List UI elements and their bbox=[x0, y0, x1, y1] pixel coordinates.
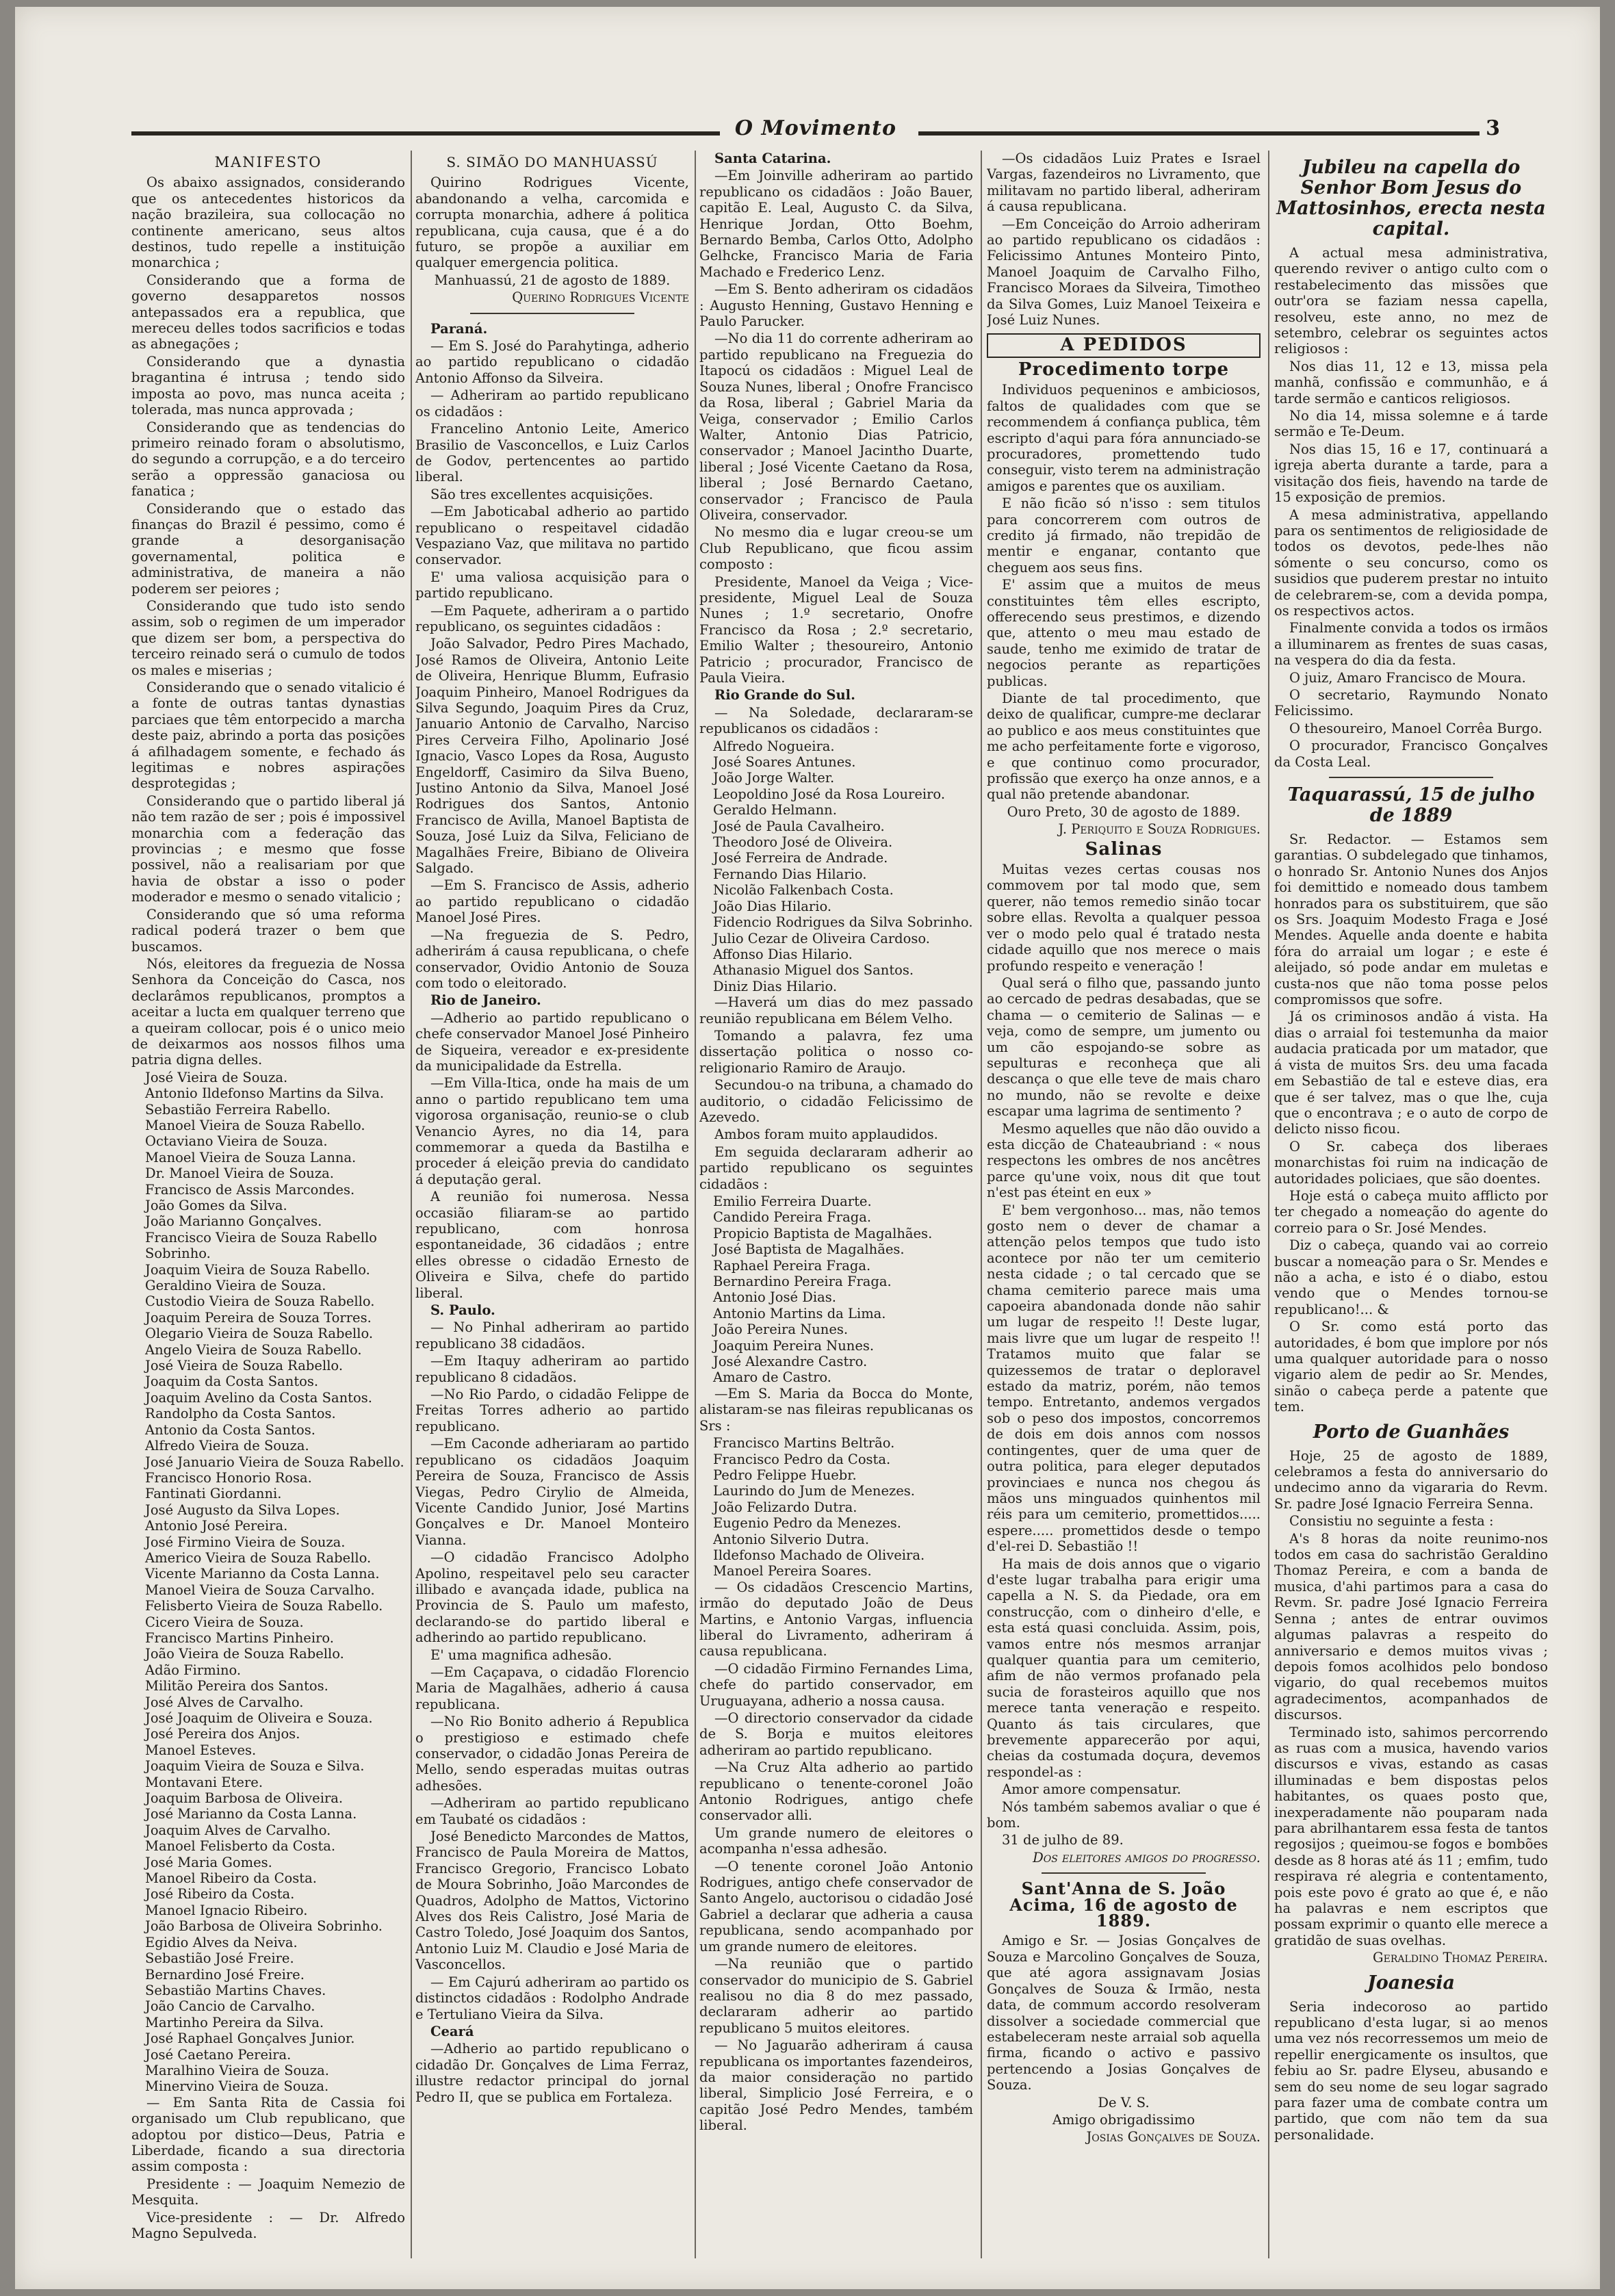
text-line: João Barbosa de Oliveira Sobrinho. bbox=[145, 1918, 383, 1935]
text-line: —O cidadão Firmino Fernandes Lima, chefe do partido conservador, em Uruguayana, adherio a nossa causa. bbox=[699, 1660, 973, 1709]
text-line: Theodoro José de Oliveira. bbox=[713, 834, 893, 851]
text-line: Um grande numero de eleitores o acompanha n'essa adhesão. bbox=[699, 1824, 973, 1857]
text-line: Ildefonso Machado de Oliveira. bbox=[713, 1547, 925, 1563]
text-line: Custodio Vieira de Souza Rabello. bbox=[145, 1293, 375, 1310]
text-line: Antonio José Pereira. bbox=[145, 1518, 288, 1534]
text-line: Joaquim Pereira Nunes. bbox=[713, 1337, 875, 1354]
letter-closing: Amigo obrigadissimo bbox=[1052, 2111, 1196, 2128]
text-line: Amor amore compensatur. bbox=[1002, 1781, 1181, 1798]
text-line: Egidio Alves da Neiva. bbox=[145, 1934, 298, 1950]
text-line: —No dia 11 do corrente adheriram ao partido republicano na Freguezia do Itapocú os cidadãos : Miguel Leal de Souza Nunes, liberal ; Onofre Francisco da Rosa, liberal ; Gabriel Maria da Veiga, conservador ; Emilio Carlos Walter, Antonio Dias Patricio, conservador ; Manoel Jacintho Duarte, liberal ; José Vicente Caetano da Rosa, liberal ; José Bernardo Caetano, conservador ; Francisco de Paula Oliveira, conservador. bbox=[699, 331, 973, 523]
officers-list bbox=[1274, 670, 1548, 770]
text-line: João Pereira Nunes. bbox=[713, 1321, 849, 1338]
column-3 bbox=[699, 151, 973, 2265]
text-line: Joaquim Barbosa de Oliveira. bbox=[145, 1790, 344, 1807]
text-line: José Maria Gomes. bbox=[145, 1854, 272, 1870]
text-line: José Caetano Pereira. bbox=[145, 2046, 292, 2063]
text-line: Alfredo Vieira de Souza. bbox=[145, 1438, 309, 1454]
text-line: Hoje está o cabeça muito afflicto por ter chegado a nomeação do agente do correio para o Sr. José Mendes. bbox=[1274, 1187, 1548, 1236]
text-line: Raphael Pereira Fraga. bbox=[713, 1257, 871, 1274]
text-line: —Em Itaquy adheriram ao partido republicano 8 cidadãos. bbox=[415, 1353, 689, 1385]
text-line: Geraldo Helmann. bbox=[713, 802, 837, 818]
text-line: O procurador, Francisco Gonçalves da Costa Leal. bbox=[1274, 738, 1548, 770]
text-line: Cicero Vieira de Souza. bbox=[145, 1614, 304, 1630]
article-signature: Querino Rodrigues Vicente bbox=[512, 289, 689, 306]
text-line: E' assim que a muitos de meus constituintes têm elles escripto, offerecendo seus prestimos, e dizendo que, attento o meu mau estado de saude, tenho me eximido de tratar de negocios perante as repartições publicas. bbox=[987, 577, 1261, 689]
section-heading: Jubileu na capella do Senhor Bom Jesus do Mattosinhos, erecta nesta capital. bbox=[1276, 157, 1546, 240]
text-line: Bernardino José Freire. bbox=[145, 1966, 305, 1983]
section-body bbox=[415, 1319, 689, 2022]
text-line: José Soares Antunes. bbox=[713, 754, 856, 771]
text-line: E' uma valiosa acquisição para o partido republicano. bbox=[415, 569, 689, 602]
section-body bbox=[1274, 245, 1548, 669]
section-body bbox=[699, 994, 973, 1192]
text-line: Joaquim Vieira de Souza Rabello. bbox=[145, 1261, 370, 1278]
section-body bbox=[1274, 1999, 1548, 2143]
text-line: Manoel Felisberto da Costa. bbox=[145, 1838, 336, 1855]
text-line: — No Pinhal adheriram ao partido republicano 38 cidadãos. bbox=[415, 1319, 689, 1352]
text-line: Nós também sabemos avaliar o que é bom. bbox=[987, 1798, 1261, 1831]
text-line: No dia 14, missa solemne e á tarde sermão e Te-Deum. bbox=[1274, 408, 1548, 440]
column-2 bbox=[415, 151, 689, 2265]
text-line: José Vieira de Souza. bbox=[145, 1069, 288, 1085]
section-body bbox=[987, 1933, 1261, 2093]
text-line: —Na reunião que o partido conservador do municipio de S. Gabriel realisou no dia 8 do mez passado, declararam adherir ao partido republicano 5 muitos eleitores. bbox=[699, 1956, 973, 2036]
text-line: José de Paula Cavalheiro. bbox=[713, 818, 885, 834]
text-line: Considerando que a forma de governo desapparetos nossos antepassados era a republica, que mereceu delles todos sacrificios e todas as abnegações ; bbox=[131, 272, 405, 352]
section-body bbox=[415, 338, 689, 991]
name-list bbox=[699, 1194, 973, 1386]
text-line: Felisberto Vieira de Souza Rabello. bbox=[145, 1598, 383, 1614]
text-line: Manoel Ribeiro da Costa. bbox=[145, 1870, 317, 1887]
text-line: Alfredo Nogueira. bbox=[713, 738, 835, 754]
text-line: Militão Pereira dos Santos. bbox=[145, 1678, 328, 1694]
text-line: José Alves de Carvalho. bbox=[145, 1694, 304, 1710]
section-body bbox=[415, 1010, 689, 1301]
text-line: Americo Vieira de Souza Rabello. bbox=[145, 1549, 372, 1566]
section-body bbox=[699, 1386, 973, 1434]
text-line: Qual será o filho que, passando junto ao cercado de pedras desabadas, que se chama — o cemiterio de Salinas — e veja, como de sempre, um jumento ou um cão espojando-se sobre as sepulturas e reconheça que ali descança o que elle teve de mais charo no mundo, não se revolte e deixe escapar uma lagrima de sentimento ? bbox=[987, 975, 1261, 1120]
text-line: Francisco Martins Pinheiro. bbox=[145, 1629, 334, 1646]
text-line: Antonio Ildefonso Martins da Silva. bbox=[145, 1085, 385, 1102]
text-line: Octaviano Vieira de Souza. bbox=[145, 1133, 328, 1150]
text-line: Considerando que o estado das finanças do Brazil é pessimo, como é grande a desorganisação governamental, politica e administrativa, de maneira a não poderem ser peiores ; bbox=[131, 500, 405, 597]
text-line: Francisco de Assis Marcondes. bbox=[145, 1181, 355, 1198]
section-heading: S. Paulo. bbox=[430, 1302, 495, 1319]
page-number: 3 bbox=[1486, 116, 1500, 140]
text-line: Athanasio Miguel dos Santos. bbox=[713, 962, 914, 979]
text-line: Laurindo do Jum de Menezes. bbox=[713, 1483, 916, 1499]
text-line: José Augusto da Silva Lopes. bbox=[145, 1501, 340, 1518]
text-line: Angelo Vieira de Souza Rabello. bbox=[145, 1341, 362, 1358]
text-line: —Em Caçapava, o cidadão Florencio Maria de Magalhães, adherio á causa republicana. bbox=[415, 1664, 689, 1712]
text-line: José Benedicto Marcondes de Mattos, Francisco de Paula Moreira de Mattos, Francisco Gregorio, Francisco Lobato de Moura Sobrinho, João Marcondes de Quadros, Adolpho de Mattos, Victorino Alves dos Reis Calistro, José Maria de Castro Toledo, José Joaquim dos Santos, Antonio Luiz M. Claudio e José Maria de Vasconcellos. bbox=[415, 1829, 689, 1973]
text-line: Manoel Pereira Soares. bbox=[713, 1563, 872, 1579]
section-heading: Sant'Anna de S. João Acima, 16 de agosto de 1889. bbox=[1009, 1879, 1238, 1931]
text-line: Joaquim Avelino da Costa Santos. bbox=[145, 1389, 372, 1406]
section-heading: Salinas bbox=[1085, 838, 1163, 860]
text-line: Fantinati Giordanni. bbox=[145, 1486, 282, 1502]
text-line: Diz o cabeça, quando vai ao correio buscar a nomeação para o Sr. Mendes e não a acha, e isto é o diabo, estou vendo que o Mendes tornou-se republicano!... & bbox=[1274, 1237, 1548, 1317]
text-line: —O tenente coronel João Antonio Rodrigues, antigo chefe conservador de Santo Angelo, auctorisou o cidadão José Gabriel a declarar que adheria a causa republicana, sendo acompanhado por um grande numero de eleitores. bbox=[699, 1858, 973, 1955]
text-line: —Em S. Francisco de Assis, adherio ao partido republicano o cidadão Manoel José Pires. bbox=[415, 877, 689, 926]
text-line: Considerando que a dynastia bragantina é intrusa ; tendo sido imposta ao povo, mas nunca aceita ; tolerada, mas nunca approvada ; bbox=[131, 353, 405, 418]
text-line: —Adheriram ao partido republicano em Taubaté os cidadãos : bbox=[415, 1795, 689, 1827]
text-line: Olegario Vieira de Souza Rabello. bbox=[145, 1326, 374, 1342]
text-line: Sr. Redactor. — Estamos sem garantias. O subdelegado que tinhamos, o honrado Sr. Antonio Nunes dos Anjos foi demittido e nomeado dous tambem honrados para os substituirem, que são os Srs. Joaquim Modesto Fraga e José Mendes. Aquelle anda doente e habita fóra do arraial um logar ; e este é aleijado, só pode andar em muletas e custa-nos que não toma posse pelos compromissos que sofre. bbox=[1274, 831, 1548, 1008]
text-line: —Em Jaboticabal adherio ao partido republicano o respeitavel cidadão Vespaziano Vaz, que militava no partido conservador. bbox=[415, 504, 689, 568]
text-line: Considerando que o partido liberal já não tem razão de ser ; pois é impossivel monarchia com a federação das provincias ; e mesmo que fosse possivel, não a realisariam por que havia de obstar a isso o poder moderador e mesmo o senado vitalicio ; bbox=[131, 792, 405, 905]
text-line: Eugenio Pedro da Menezes. bbox=[713, 1515, 902, 1532]
column-4 bbox=[987, 151, 1261, 2265]
text-line: — Em S. José do Parahytinga, adherio ao partido republicano o cidadão Antonio Affonso da Silveira. bbox=[415, 338, 689, 386]
text-line: —Em Caconde adheriaram ao partido republicano os cidadãos Joaquim Pereira de Souza, Francisco de Assis Viegas, Pedro Cirylio de Almeida, Vicente Candido Junior, José Martins Gonçalves e Dr. Manoel Monteiro Vianna. bbox=[415, 1436, 689, 1548]
newspaper-title: O Movimento bbox=[734, 116, 897, 140]
text-line: O secretario, Raymundo Nonato Felicissimo. bbox=[1274, 686, 1548, 719]
text-line: Geraldino Vieira de Souza. bbox=[145, 1278, 326, 1294]
text-line: Leopoldino José da Rosa Loureiro. bbox=[713, 786, 946, 802]
text-line: —Em S. Bento adheriram os cidadãos : Augusto Henning, Gustavo Henning e Paulo Parucker. bbox=[699, 281, 973, 330]
text-line: Antonio Silverio Dutra. bbox=[713, 1531, 870, 1547]
section-body bbox=[987, 862, 1261, 1831]
text-line: Montavani Etere. bbox=[145, 1774, 263, 1790]
section-body bbox=[987, 151, 1261, 328]
text-line: Manoel Vieira de Souza Carvalho. bbox=[145, 1582, 375, 1598]
section-heading: Ceará bbox=[430, 2023, 474, 2039]
text-line: José Firmino Vieira de Souza. bbox=[145, 1534, 346, 1550]
text-line: Manoel Ignacio Ribeiro. bbox=[145, 1902, 308, 1918]
club-officers bbox=[131, 2176, 405, 2242]
text-line: — Em Cajurú adheriram ao partido os distinctos cidadãos : Rodolpho Andrade e Tertuliano Vieira da Silva. bbox=[415, 1974, 689, 2022]
section-heading: Joanesia bbox=[1367, 1972, 1456, 1994]
text-line: João Jorge Walter. bbox=[713, 770, 835, 786]
club-announcement: — Em Santa Rita de Cassia foi organisado um Club republicano, que adoptou por distico—Deus, Patria e Liberdade, ficando a sua directoria assim composta : bbox=[131, 2094, 405, 2175]
text-line: Terminado isto, sahimos percorrendo as ruas com a musica, havendo varios discursos e vivas, estando as casas illuminadas e bem dispostas pelos habitantes, os quaes posto que, inexperadamente não pouparam nada para abrilhantarem essa festa de tantos regosijos ; queimou-se fogos e bombões desde as 8 horas até ás 11 ; emfim, tudo respirava ré alegria e contentamento, pois este povo é grato ao que é, e não ha palavras e nem escriptos que possam exprimir o quanto elle merece a gratidão de suas ovelhas. bbox=[1274, 1724, 1548, 1948]
text-line: Antonio Martins da Lima. bbox=[713, 1305, 886, 1321]
text-line: A reunião foi numerosa. Nessa occasião filiaram-se ao partido republicano, com honrosa espontaneidade, 36 cidadãos ; entre elles obresse o cidadão Ernesto de Oliveira e Silva, chefe do partido liberal. bbox=[415, 1189, 689, 1301]
text-line: —Em Conceição do Arroio adheriram ao partido republicano os cidadãos : Felicissimo Antunes Monteiro Pinto, Manoel Joaquim de Carvalho Filho, Francisco Moraes da Silveira, Timotheo da Silva Gomes, Luiz Manoel Teixeira e José Luiz Nunes. bbox=[987, 216, 1261, 328]
text-line: Considerando que tudo isto sendo assim, sob o regimen de um imperador que dizem ser bom, a perspectiva do terceiro reinado será o cumulo de todos os males e miserias ; bbox=[131, 597, 405, 678]
text-line: Finalmente convida a todos os irmãos a illuminarem as frentes de suas casas, na vespera do dia da festa. bbox=[1274, 620, 1548, 669]
text-line: Pedro Felippe Huebr. bbox=[713, 1467, 857, 1483]
name-list bbox=[699, 738, 973, 995]
article-paragraph: Quirino Rodrigues Vicente, abandonando a velha, carcomida e corrupta monarchia, adhere á politica republicana, cuja causa, que é a do futuro, se propõe a auxiliar em qualquer emergencia politica. bbox=[415, 175, 689, 271]
text-line: Sebastião Ferreira Rabello. bbox=[145, 1101, 331, 1118]
newspaper-page bbox=[15, 7, 1600, 2289]
text-line: —Em S. Maria da Bocca do Monte, alistaram-se nas fileiras republicanas os Srs : bbox=[699, 1385, 973, 1434]
text-line: João Gomes da Silva. bbox=[145, 1198, 287, 1213]
section-heading: Rio Grande do Sul. bbox=[714, 687, 855, 704]
text-line: Minervino Vieira de Souza. bbox=[145, 2078, 329, 2095]
text-line: Nos dias 15, 16 e 17, continuará a igreja aberta durante a tarde, para a visitação dos fieis, havendo na tarde de 15 exposição de premios. bbox=[1274, 441, 1548, 506]
text-line: Francisco Vieira de Souza Rabello Sobrinho. bbox=[145, 1229, 377, 1262]
text-line: Affonso Dias Hilario. bbox=[713, 946, 853, 962]
text-line: João Felizardo Dutra. bbox=[713, 1499, 857, 1515]
text-line: Fidencio Rodrigues da Silva Sobrinho. bbox=[713, 914, 973, 931]
text-line: Considerando que o senado vitalicio é a fonte de outras tantas dynastias parciaes que têm entorpecido a marcha deste paiz, abrindo a porta das posições á afilhadagem somente, e fechado ás legitimas e nobres aspirações desprotegidas ; bbox=[131, 680, 405, 792]
text-line: A mesa administrativa, appellando para os sentimentos de religiosidade de todos os devotos, pede-lhes não sómente o seu concurso, como os susidios que puderem prestar no intuito de celebrarem-se, com a devida pompa, os respectivos actos. bbox=[1274, 506, 1548, 619]
text-line: José Alexandre Castro. bbox=[713, 1354, 868, 1370]
name-list bbox=[699, 1435, 973, 1579]
text-line: —Em Joinville adheriram ao partido republicano os cidadãos : João Bauer, capitão E. Leal, Augusto C. da Silva, Henrique Jordan, Otto Boehm, Bernardo Bemba, Carlos Otto, Adolpho Gelhcke, Francisco Maria de Faria Machado e Frederico Lenz. bbox=[699, 168, 973, 280]
text-line: Manoel Vieira de Souza Lanna. bbox=[145, 1149, 357, 1165]
text-line: João Cancio de Carvalho. bbox=[145, 1998, 315, 2015]
text-line: E' uma magnifica adhesão. bbox=[430, 1647, 612, 1663]
text-line: José Pereira dos Anjos. bbox=[145, 1726, 300, 1742]
section-heading: Paraná. bbox=[430, 320, 488, 337]
text-line: Tomando a palavra, fez uma dissertação politica o nosso co-religionario Ramiro de Araujo. bbox=[699, 1027, 973, 1076]
text-line: José Marianno da Costa Lanna. bbox=[145, 1806, 357, 1822]
text-line: João Vieira de Souza Rabello. bbox=[145, 1646, 344, 1662]
text-line: Considerando que as tendencias do primeiro reinado foram o absolutismo, do segundo a corrupção, e a do terceiro serão a oppressão ganaciosa ou fanatica ; bbox=[131, 419, 405, 500]
text-line: Sebastião Martins Chaves. bbox=[145, 1982, 326, 1998]
text-line: José Ferreira de Andrade. bbox=[713, 850, 888, 866]
text-line: Francisco Pedro da Costa. bbox=[713, 1451, 891, 1467]
text-line: E' bem vergonhoso... mas, não temos gosto nem o dever de chamar a attenção pelos tempos que tudo isto acontece por não ter um cemiterio nesta cidade ; o tal cercado que se chama cemiterio parece mais uma capoeira abandonada donde não sahir um lugar de respeito !! Deste lugar, mais livre que um lugar de respeito !! Tratamos muito que falar se quizessemos de tratar o deploravel estado da matriz, porém, não temos tempo. Entretanto, andemos vergados sob o peso dos impostos, concorremos de dois em dois annos com nossos contingentes, quer de uma quer de outra politica, para eleger deputados provinciaes e nunca nos chegou ás mãos uns minguados quinhentos mil réis para um cemiterio, promettidos..... espere..... promettidos desde o tempo d'el-rei D. Sebastião !! bbox=[987, 1202, 1261, 1555]
text-line: Mesmo aquelles que não dão ouvido a esta dicção de Chateaubriand : « nous respectons les ombres de nos ancêtres parce qu'une voix, nous dit que tout n'est pas éteint en eux » bbox=[987, 1120, 1261, 1201]
text-line: Hoje, 25 de agosto de 1889, celebramos a festa do anniversario do undecimo anno da vigararia do Revm. Sr. padre José Ignacio Ferreira Senna. bbox=[1274, 1447, 1548, 1512]
text-line: Randolpho da Costa Santos. bbox=[145, 1406, 336, 1422]
column-1 bbox=[131, 151, 405, 2265]
page-header bbox=[131, 116, 1500, 144]
section-body bbox=[699, 1579, 973, 2134]
text-line: Vicente Marianno da Costa Lanna. bbox=[145, 1566, 380, 1582]
section-separator bbox=[470, 313, 634, 314]
text-line: A's 8 horas da noite reunimo-nos todos em casa do sachristão Geraldino Thomaz Pereira, e com a banda de musica, d'ahi partimos para a casa do Revm. Sr. padre José Ignacio Ferreira Senna ; antes de entrar ouvimos algumas palavras a respeito do anniversario e demos muitos vivas ; depois fomos acolhidos pelo bondoso vigario, do qual recebemos muitos agradecimentos, acompanhados de discursos. bbox=[1274, 1530, 1548, 1723]
section-body bbox=[987, 382, 1261, 803]
column-divider bbox=[411, 151, 412, 2258]
section-separator bbox=[1329, 777, 1493, 778]
text-line: Nos dias 11, 12 e 13, missa pela manhã, confissão e communhão, e á tarde sermão e canticos religiosos. bbox=[1274, 358, 1548, 407]
column-divider bbox=[1268, 151, 1269, 2258]
text-line: —Adherio ao partido republicano o cidadão Dr. Gonçalves de Lima Ferraz, illustre redactor principal do jornal Pedro II, que se publica em Fortaleza. bbox=[415, 2041, 689, 2105]
text-line: Propicio Baptista de Magalhães. bbox=[713, 1225, 933, 1241]
text-line: Francisco Honorio Rosa. bbox=[145, 1469, 312, 1486]
text-line: Joaquim Alves de Carvalho. bbox=[145, 1822, 331, 1838]
text-line: Manoel Vieira de Souza Rabello. bbox=[145, 1117, 365, 1133]
text-line: Secundou-o na tribuna, a chamado do auditorio, o cidadão Felicissimo de Azevedo. bbox=[699, 1077, 973, 1125]
text-line: Francelino Antonio Leite, Americo Brasilio de Vasconcellos, e Luiz Carlos de Godov, pertencentes ao partido liberal. bbox=[415, 421, 689, 485]
text-line: São tres excellentes acquisições. bbox=[430, 486, 654, 502]
text-line: Os abaixo assignados, considerando que os antecedentes historicos da nação brazileira, sua collocação no continente americano, seus altos destinos, tudo repelle a instituição monarchica ; bbox=[131, 175, 405, 271]
text-line: João Salvador, Pedro Pires Machado, José Ramos de Oliveira, Antonio Leite de Oliveira, Henrique Blumm, Eufrasio Joaquim Pinheiro, Manoel Rodrigues da Silva Segundo, Joaquim Pires da Cruz, Januario Antonio de Carvalho, Narciso Pires Cerveira Filho, Apolinario José Ignacio, Vasco Lopes da Rosa, Augusto Engeldorff, Casimiro da Silva Bueno, Justino Antonio da Silva, Manoel José Rodrigues dos Santos, Antonio Francisco de Avilla, Manoel Baptista de Souza, José Luiz da Silva, Feliciano de Magalhães Freire, Bibiano de Oliveira Salgado. bbox=[415, 636, 689, 877]
text-line: O Sr. cabeça dos liberaes monarchistas foi ruim na indicação de autoridades policiaes, que são doentes. bbox=[1274, 1138, 1548, 1187]
text-line: João Dias Hilario. bbox=[713, 898, 832, 914]
text-line: Amaro de Castro. bbox=[713, 1369, 831, 1386]
manifesto-title: MANIFESTO bbox=[214, 154, 322, 170]
text-line: Muitas vezes certas cousas nos commovem por tal modo que, sem querer, não temos remedio sinão tocar sobre ellas. Revolta a qualquer pessoa ver o modo pelo qual é tratado nesta cidade aquillo que nos merece o mais profundo respeito e veneração ! bbox=[987, 862, 1261, 974]
text-line: —Os cidadãos Luiz Prates e Israel Vargas, fazendeiros no Livramento, que militavam no partido liberal, adheriram á causa republicana. bbox=[987, 151, 1261, 215]
a-pedidos-banner: A PEDIDOS bbox=[987, 333, 1261, 357]
text-line: —Em Paquete, adheriram a o partido republicano, os seguintes cidadãos : bbox=[415, 602, 689, 634]
text-line: — No Jaguarão adheriram á causa republicana os importantes fazendeiros, da maior consideração no partido liberal, Simplicio José Ferreira, e o capitão José Pedro Mendes, também liberal. bbox=[699, 2037, 973, 2134]
text-line: Antonio José Dias. bbox=[713, 1289, 836, 1306]
text-line: Maralhino Vieira de Souza. bbox=[145, 2062, 329, 2078]
text-line: José Vieira de Souza Rabello. bbox=[145, 1358, 344, 1374]
text-line: Individuos pequeninos e ambiciosos, faltos de qualidades com que se recommendem á confiança publica, têm escripto d'aqui para fóra annunciado-se procuradores, promettendo tudo conseguir, visto terem na administração amigos e parentes que os auxiliam. bbox=[987, 382, 1261, 494]
text-line: Presidente, Manoel da Veiga ; Vice-presidente, Miguel Leal de Souza Nunes ; 1.º secretario, Onofre Francisco da Rosa ; 2.º secretario, Emilio Walter ; thesoureiro, Antonio Patricio ; procurador, Francisco de Paula Vieira. bbox=[699, 573, 973, 686]
section-body bbox=[699, 168, 973, 686]
text-line: Amigo e Sr. — Josias Gonçalves de Souza e Marcolino Gonçalves de Souza, que até agora assignavam Josias Gonçalves de Souza & Irmão, nesta data, de commum accordo resolveram dissolver a sociedade commercial que estabeleceram neste arraial sob aquella firma, ficando o activo e passivo pertencendo a Josias Gonçalves de Souza. bbox=[987, 1933, 1261, 2093]
text-line: O juiz, Amaro Francisco de Moura. bbox=[1289, 669, 1526, 686]
text-line: Emilio Ferreira Duarte. bbox=[713, 1194, 872, 1209]
section-heading: Procedimento torpe bbox=[1018, 359, 1230, 380]
text-line: —No Rio Pardo, o cidadão Felippe de Freitas Torres adherio ao partido republicano. bbox=[415, 1386, 689, 1434]
article-signature: Josias Gonçalves de Souza. bbox=[1086, 2129, 1261, 2145]
text-line: José Januario Vieira de Souza Rabello. bbox=[145, 1454, 404, 1470]
article-date: Manhuassú, 21 de agosto de 1889. bbox=[434, 272, 671, 288]
text-line: Presidente : — Joaquim Nemezio de Mesquita. bbox=[131, 2176, 405, 2208]
text-line: Diante de tal procedimento, que deixo de qualificar, cumpre-me declarar ao publico e aos meus constituintes que me acho perfeitamente forte e vigoroso, e que continuo como procurador, profissão que exerço ha onze annos, e a qual não pretende abandonar. bbox=[987, 691, 1261, 803]
text-line: José Baptista de Magalhães. bbox=[713, 1241, 905, 1258]
text-line: José Raphael Gonçalves Junior. bbox=[145, 2030, 355, 2047]
section-body bbox=[415, 2041, 689, 2105]
text-line: Joaquim Pereira de Souza Torres. bbox=[145, 1309, 372, 1326]
text-line: Seria indecoroso ao partido republicano d'esta lugar, si ao menos uma vez nós recorressemos um meio de repellir energicamente os insultos, que febiu ao Sr. padre Elyseu, abusando e sem do seu nome de seu logar sagrado para fazer uma de combate contra um partido, que com não tem da sua personalidade. bbox=[1274, 1998, 1548, 2143]
text-line: Nicolão Falkenbach Costa. bbox=[713, 882, 894, 899]
text-line: Francisco Martins Beltrão. bbox=[713, 1435, 895, 1452]
text-line: Joaquim da Costa Santos. bbox=[145, 1373, 319, 1390]
text-line: —O cidadão Francisco Adolpho Apolino, respeitavel pelo seu caracter illibado e avançada idade, publica na Provincia de S. Paulo um mafesto, declarando-se do partido liberal e adherindo ao partido republicano. bbox=[415, 1549, 689, 1646]
text-line: Manoel Esteves. bbox=[145, 1742, 257, 1758]
text-line: Sebastião José Freire. bbox=[145, 1950, 294, 1967]
text-line: Vice-presidente : — Dr. Alfredo Magno Sepulveda. bbox=[131, 2209, 405, 2241]
text-line: Adão Firmino. bbox=[145, 1662, 242, 1678]
article-signature: J. Periquito e Souza Rodrigues. bbox=[1058, 821, 1261, 838]
text-line: Já os criminosos andão á vista. Ha dias o arraial foi testemunha da maior audacia praticada por um matador, que á vista de muitos Srs. deu uma facada em Sebastião de tal e esteve dias, era que é ser talvez, mas o que lhe, cuja que o encontrava ; e o auto de corpo de delicto nisso ficou. bbox=[1274, 1009, 1548, 1137]
section-body bbox=[1274, 1448, 1548, 1949]
text-line: Diniz Dias Hilario. bbox=[713, 978, 838, 994]
text-line: No mesmo dia e lugar creou-se um Club Republicano, que ficou assim composto : bbox=[699, 524, 973, 573]
text-line: Considerando que só uma reforma radical poderá trazer o bem que buscamos. bbox=[131, 906, 405, 955]
text-line: —No Rio Bonito adherio á Republica o prestigioso e estimado chefe conservador, o cidadão Jonas Pereira de Mello, sendo esperadas muitas outras adhesões. bbox=[415, 1714, 689, 1794]
text-line: —Na Cruz Alta adherio ao partido republicano o tenente-coronel João Antonio Rodrigues, antigo chefe conservador alli. bbox=[699, 1759, 973, 1824]
text-line: José Joaquim de Oliveira e Souza. bbox=[145, 1710, 373, 1726]
section-heading: Porto de Guanhães bbox=[1313, 1421, 1510, 1443]
text-line: Nós, eleitores da freguezia de Nossa Senhora da Conceição do Casca, nos declarâmos republicanos, promptos a aceitar a lucta em qualquer terreno que a queiram collocar, pois é o unico meio de deixarmos aos nossos filhos uma patria digna delles. bbox=[131, 955, 405, 1068]
text-line: —Na freguezia de S. Pedro, adherirám á causa republicana, o chefe conservador, Ovidio Antonio de Souza com todo o eleitorado. bbox=[415, 927, 689, 991]
letter-closing: De V. S. bbox=[1098, 2094, 1150, 2111]
article-date: 31 de julho de 89. bbox=[1002, 1832, 1124, 1848]
text-line: Candido Pereira Fraga. bbox=[713, 1209, 872, 1226]
text-line: Ambos foram muito applaudidos. bbox=[714, 1126, 938, 1143]
text-line: Bernardino Pereira Fraga. bbox=[713, 1274, 892, 1290]
text-line: Fernando Dias Hilario. bbox=[713, 866, 867, 882]
text-line: — Adheriram ao partido republicano os cidadãos : bbox=[415, 387, 689, 420]
section-separator bbox=[1042, 1872, 1206, 1874]
text-line: Consistiu no seguinte a festa : bbox=[1289, 1513, 1494, 1530]
section-heading: Rio de Janeiro. bbox=[430, 992, 541, 1009]
column-divider bbox=[695, 151, 696, 2258]
section-heading: Santa Catarina. bbox=[714, 151, 831, 166]
text-line: Martinho Pereira da Silva. bbox=[145, 2014, 324, 2030]
text-line: —Em Villa-Itica, onde ha mais de um anno o partido republicano tem uma vigorosa organisação, reunio-se o club Venancio Ayres, no dia 14, para commemorar a queda da Bastilha e proceder á eleição previa do candidato á deputação geral. bbox=[415, 1075, 689, 1187]
section-heading: Taquarassú, 15 de julho de 1889 bbox=[1287, 784, 1535, 826]
text-line: José Ribeiro da Costa. bbox=[145, 1886, 295, 1902]
manifesto-body bbox=[131, 175, 405, 1068]
text-line: O Sr. como está porto das autoridades, é bom que implore por nós uma qualquer autoridade para o nosso vigario alem de pedir ao Sr. Mendes, sinão o cabeça perde a patente que tem. bbox=[1274, 1319, 1548, 1415]
text-line: E não ficão só n'isso : sem titulos para concorrerem com outros de credito já firmado, não trepidão de mentir e enganar, contanto que cheguem aos seus fins. bbox=[987, 495, 1261, 576]
manifesto-signatories bbox=[131, 1070, 405, 2095]
text-line: A actual mesa administrativa, querendo reviver o antigo culto com o restabelecimento das missões que outr'ora se faziam nessa capella, resolveu, este anno, no mez de setembro, celebrar os seguintes actos religiosos : bbox=[1274, 245, 1548, 357]
article-paragraph: — Na Soledade, declararam-se republicanos os cidadãos : bbox=[699, 704, 973, 737]
text-line: Joaquim Vieira de Souza e Silva. bbox=[145, 1758, 365, 1775]
column-5 bbox=[1274, 151, 1548, 2265]
text-line: Em seguida declararam adherir ao partido republicano os seguintes cidadãos : bbox=[699, 1144, 973, 1192]
section-body bbox=[1274, 831, 1548, 1415]
text-line: Julio Cezar de Oliveira Cardoso. bbox=[713, 930, 930, 946]
text-line: Dr. Manoel Vieira de Souza. bbox=[145, 1165, 334, 1182]
text-line: Antonio da Costa Santos. bbox=[145, 1421, 315, 1438]
column-divider bbox=[981, 151, 982, 2258]
article-title: S. SIMÃO DO MANHUASSÚ bbox=[446, 154, 658, 170]
article-date: Ouro Preto, 30 de agosto de 1889. bbox=[1007, 803, 1241, 820]
text-line: João Marianno Gonçalves. bbox=[145, 1213, 322, 1230]
text-line: —Haverá um dias do mez passado reunião republicana em Bélem Velho. bbox=[699, 994, 973, 1027]
text-line: — Os cidadãos Crescencio Martins, irmão do deputado João de Deus Martins, e Antonio Vargas, influencia liberal do Livramento, adheriram á causa republicana. bbox=[699, 1579, 973, 1660]
article-signature: Geraldino Thomaz Pereira. bbox=[1373, 1950, 1548, 1966]
article-signature: Dos eleitores amigos do progresso. bbox=[1033, 1849, 1261, 1866]
text-line: —O directorio conservador da cidade de S. Borja e muitos eleitores adheriram ao partido republicano. bbox=[699, 1710, 973, 1758]
text-line: —Adherio ao partido republicano o chefe conservador Manoel José Pinheiro de Siqueira, vereador e ex-presidente da municipalidade da Estrella. bbox=[415, 1009, 689, 1074]
text-line: O thesoureiro, Manoel Corrêa Burgo. bbox=[1289, 720, 1542, 736]
text-line: Ha mais de dois annos que o vigario d'este lugar trabalha para erigir uma capella a N. S. da Piedade, ora em construcção, com o dinheiro d'elle, e esta está quasi concluida. Assim, pois, vamos entre nós mesmos arranjar qualquer quantia para um cemiterio, afim de não vermos profanado pela sucia de forasteiros aquillo que nos merece tanta veneração e respeito. Quanto ás tais circulares, que brevemente apparecerão por aqui, cheias da costumada doçura, devemos respondel-as : bbox=[987, 1556, 1261, 1780]
